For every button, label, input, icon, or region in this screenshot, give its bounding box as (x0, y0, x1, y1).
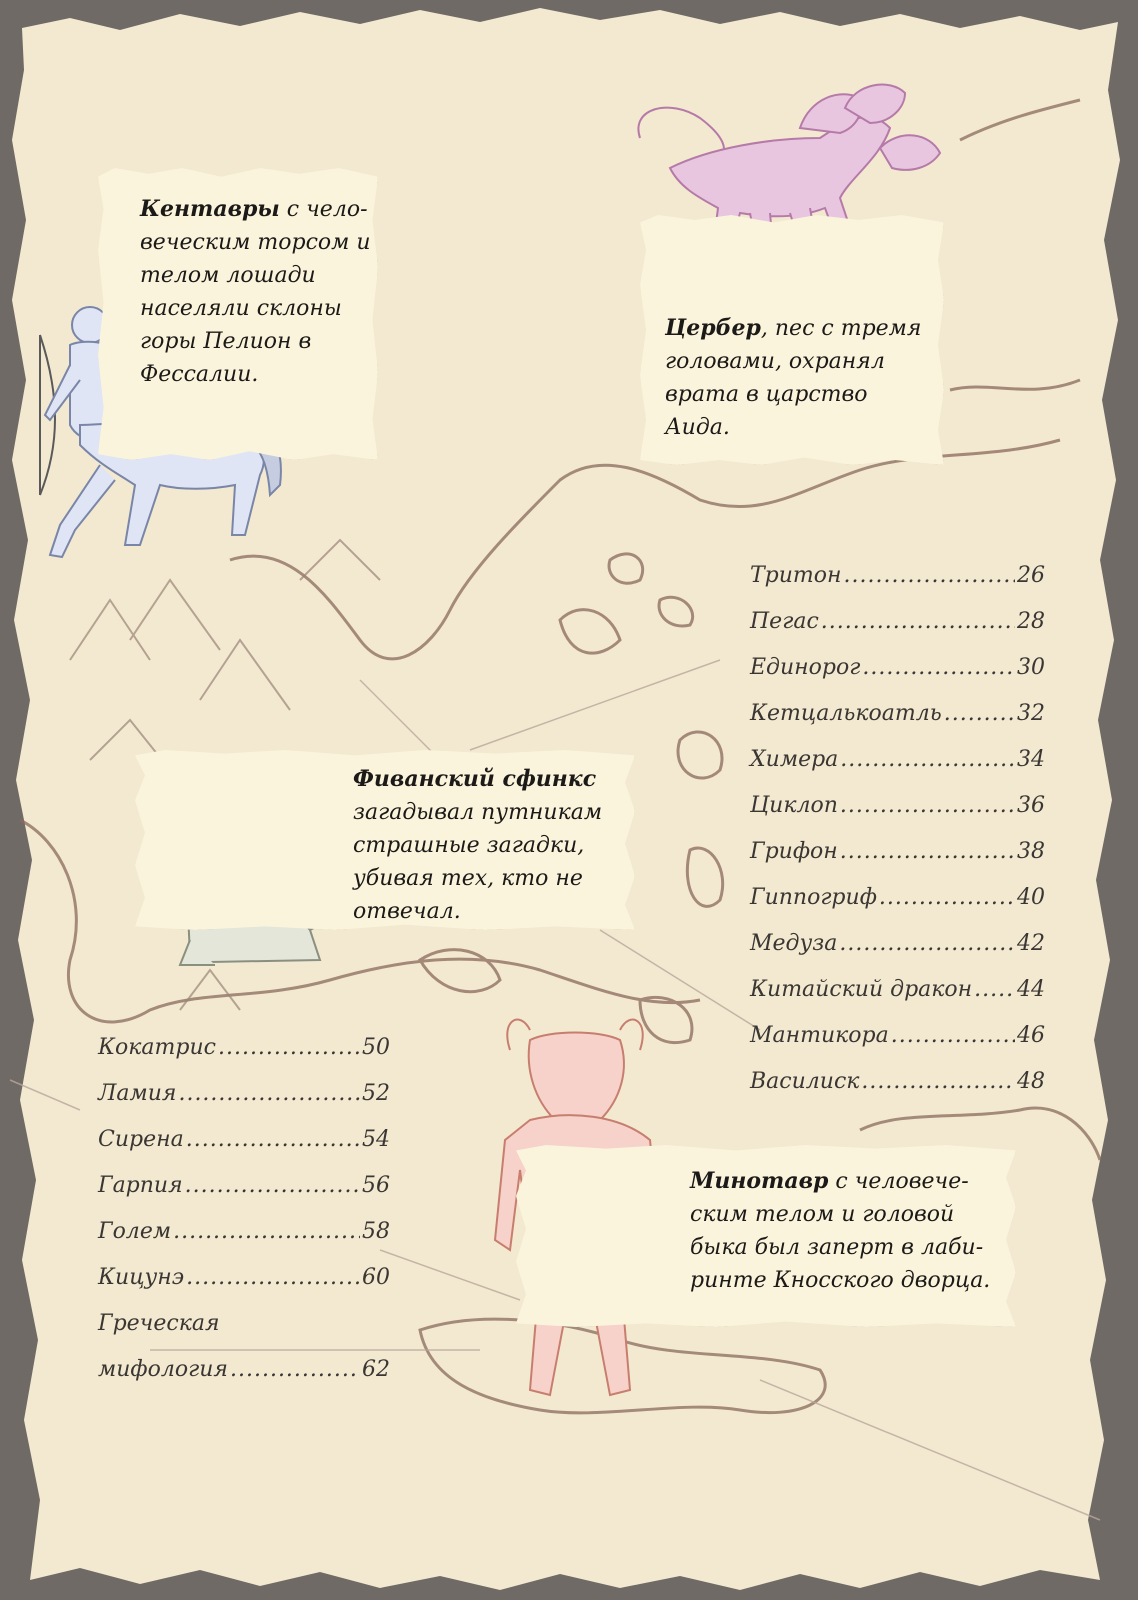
toc-entry[interactable]: мифология ..... 62 (98, 1357, 390, 1403)
toc-entry[interactable]: Гарпия ..... 56 (98, 1173, 390, 1219)
toc-entry[interactable]: Голем ..... 58 (98, 1219, 390, 1265)
centaurs-name: Кентавры (140, 196, 280, 222)
toc-entry[interactable]: Тритон ..... 26 (750, 563, 1045, 609)
toc-entry[interactable]: Мантикора ..... 46 (750, 1023, 1045, 1069)
sphinx-description: загадывал путникам страшные загадки, убивая тех, кто не отвечал. (353, 800, 603, 924)
toc-entry[interactable]: Единорог ..... 30 (750, 655, 1045, 701)
centaurs-note-text (140, 193, 372, 391)
cerberus-description: , пес с тремя головами, охранял врата в царство Аида. (665, 316, 922, 440)
minotaur-description: с человеческим телом и головой быка был заперт в лабиринте Кносского дворца. (690, 1169, 991, 1293)
cerberus-note-text (665, 312, 927, 444)
toc-entry[interactable]: Медуза ..... 42 (750, 931, 1045, 977)
toc-entry[interactable]: Циклоп ..... 36 (750, 793, 1045, 839)
toc-entry[interactable]: Гиппогриф ..... 40 (750, 885, 1045, 931)
toc-entry[interactable]: Сирена ..... 54 (98, 1127, 390, 1173)
toc-entry[interactable]: Ламия ..... 52 (98, 1081, 390, 1127)
toc-entry[interactable]: Василиск ..... 48 (750, 1069, 1045, 1115)
toc-entry[interactable]: Пегас ..... 28 (750, 609, 1045, 655)
toc-entry[interactable]: Химера ..... 34 (750, 747, 1045, 793)
toc-entry[interactable]: Кицунэ ..... 60 (98, 1265, 390, 1311)
cerberus-name: Цербер (665, 315, 761, 341)
minotaur-note-text (690, 1165, 1000, 1297)
sphinx-note-text (353, 763, 618, 928)
toc-left (98, 1035, 390, 1403)
toc-right (750, 563, 1045, 1115)
centaurs-description: с человеческим торсом и телом лошади населяли склоны горы Пелион в Фессалии. (140, 197, 371, 387)
toc-entry[interactable]: Китайский дракон ..... 44 (750, 977, 1045, 1023)
sphinx-name: Фиванский сфинкс (353, 766, 597, 792)
toc-entry[interactable]: Кетцалькоатль ..... 32 (750, 701, 1045, 747)
toc-entry[interactable]: Грифон ..... 38 (750, 839, 1045, 885)
minotaur-name: Минотавр (690, 1168, 829, 1194)
toc-entry[interactable]: Кокатрис ..... 50 (98, 1035, 390, 1081)
toc-entry-line1[interactable]: Греческая (98, 1311, 220, 1336)
